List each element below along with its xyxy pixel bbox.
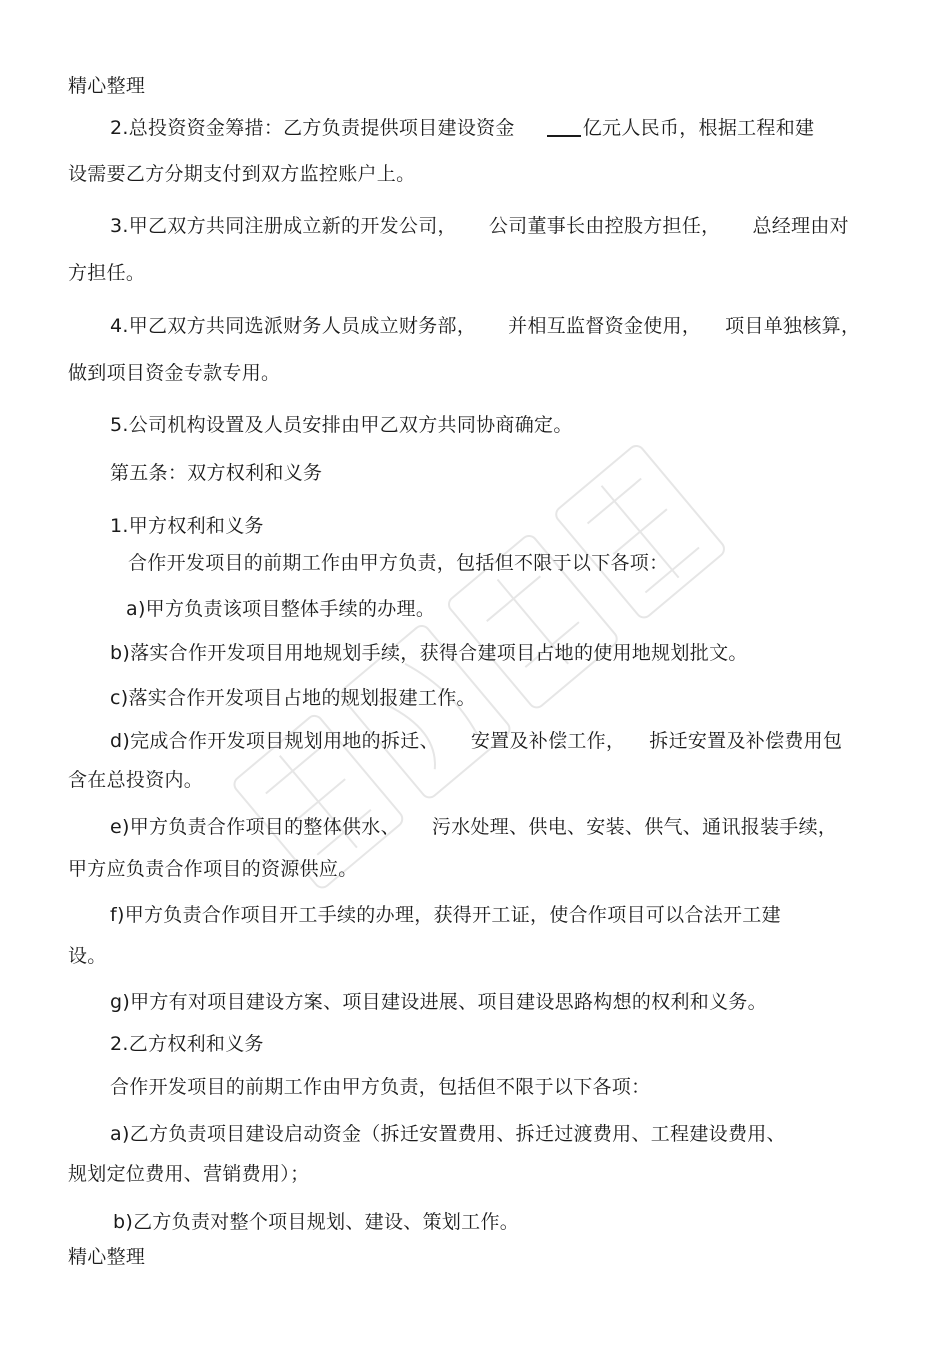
paragraph-line: 5.公司机构设置及人员安排由甲乙双方共同协商确定。 [110,414,573,436]
paragraph-line [110,214,849,238]
paragraph-line: 设。 [68,945,107,967]
text-segment: 项目单独核算， [725,315,861,337]
text-segment: 亿元人民币，根据工程和建 [582,117,815,139]
list-item: a)甲方负责该项目整体手续的办理。 [126,598,436,620]
paragraph-line: 设需要乙方分期支付到双方监控账户上。 [68,163,416,185]
footer-label: 精心整理 [68,1246,146,1268]
paragraph-line: 甲方应负责合作项目的资源供应。 [68,858,358,880]
text-segment: 4.甲乙双方共同选派财务人员成立财务部， [110,315,477,337]
list-item: b)乙方负责对整个项目规划、建设、策划工作。 [113,1211,520,1233]
list-item [110,815,837,839]
text-segment: 污水处理、供电、安装、供气、通讯报装手续， [431,816,838,838]
header-label: 精心整理 [68,75,146,97]
text-segment: 总经理由对 [752,215,849,237]
paragraph-line: 合作开发项目的前期工作由甲方负责，包括但不限于以下各项： [128,552,669,574]
list-item [110,729,842,753]
paragraph-line [110,115,814,140]
list-item: c)落实合作开发项目占地的规划报建工作。 [110,687,476,709]
text-segment: 并相互监督资金使用， [508,315,702,337]
paragraph-line: 做到项目资金专款专用。 [68,362,281,384]
list-item: g)甲方有对项目建设方案、项目建设进展、项目建设思路构想的权利和义务。 [110,991,767,1013]
subsection-heading: 1.甲方权利和义务 [110,515,264,537]
list-item: f)甲方负责合作项目开工手续的办理，获得开工证，使合作项目可以合法开工建 [110,904,781,926]
text-segment: d)完成合作开发项目规划用地的拆迁、 [110,730,439,752]
text-segment: 3.甲乙双方共同注册成立新的开发公司， [110,215,457,237]
section-heading: 第五条：双方权利和义务 [110,462,323,484]
text-segment: 公司董事长由控股方担任， [488,215,721,237]
text-segment: 安置及补偿工作， [470,730,626,752]
paragraph-line [110,314,860,338]
text-segment: 2.总投资资金筹措：乙方负责提供项目建设资金 [110,117,515,139]
paragraph-line: 合作开发项目的前期工作由甲方负责，包括但不限于以下各项： [110,1076,651,1098]
list-item: b)落实合作开发项目用地规划手续，获得合建项目占地的使用地规划批文。 [110,642,748,664]
paragraph-line: 规划定位费用、营销费用）； [68,1163,310,1185]
paragraph-line: 含在总投资内。 [68,769,204,791]
fill-blank [547,115,581,137]
text-segment: e)甲方负责合作项目的整体供水、 [110,816,400,838]
list-item: a)乙方负责项目建设启动资金（拆迁安置费用、拆迁过渡费用、工程建设费用、 [110,1123,786,1145]
text-segment: 拆迁安置及补偿费用包 [649,730,843,752]
subsection-heading: 2.乙方权利和义务 [110,1033,264,1055]
paragraph-line: 方担任。 [68,262,146,284]
